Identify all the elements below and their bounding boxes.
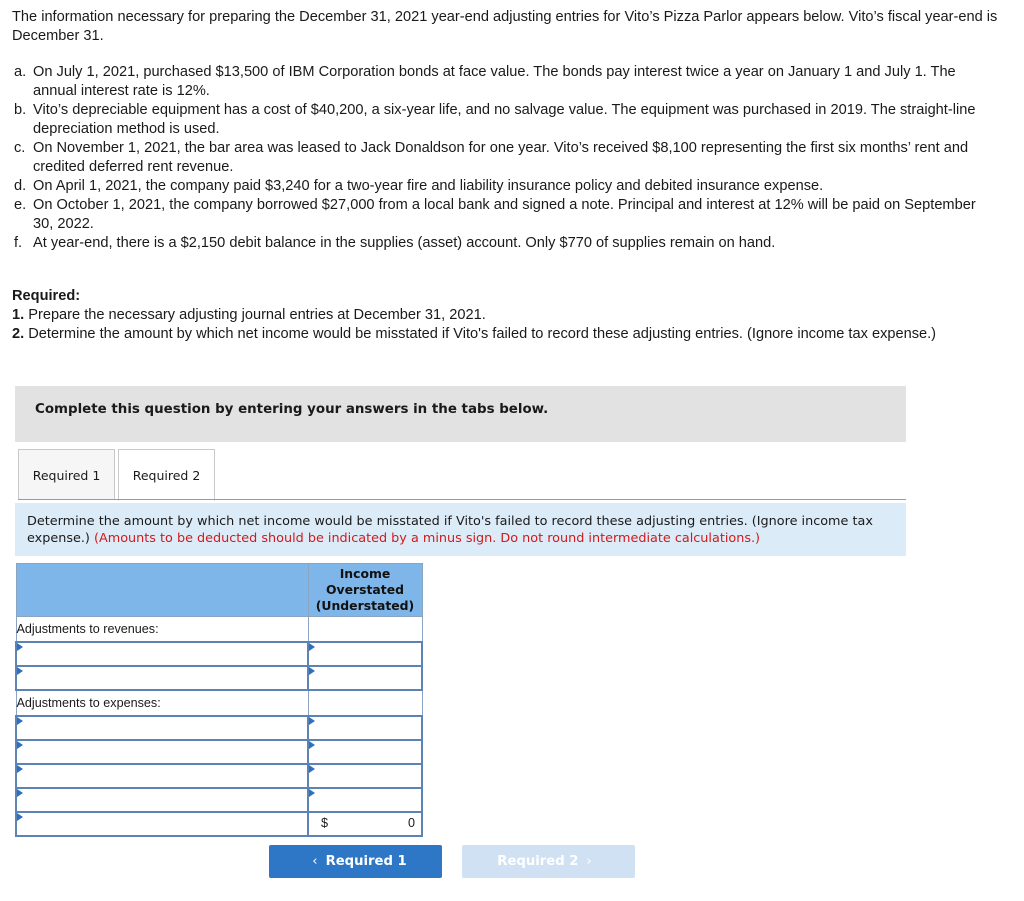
tab-instructions (15, 503, 906, 556)
required-2 (12, 325, 1002, 344)
required-2-text: Determine the amount by which net income would be misstated if Vito's failed to record these adjusting entries. (Ignore income tax expense.) (28, 326, 937, 342)
item-label: b. (14, 102, 27, 118)
dropdown-marker-icon (309, 741, 315, 749)
intro-text: The information necessary for preparing the December 31, 2021 year-end adjusting entries for Vito’s Pizza Parlor appears below. Vito’s fiscal year-end is December 31. (12, 9, 998, 44)
tab-required-1[interactable]: Required 1 (18, 449, 115, 500)
total-value: 0 (407, 816, 415, 830)
required-1-number: 1. (12, 307, 25, 323)
dropdown-marker-icon (309, 667, 315, 675)
dropdown-marker-icon (17, 717, 23, 725)
list-item (14, 234, 999, 253)
total-account-input[interactable] (16, 812, 308, 836)
header-label-cell (16, 564, 308, 617)
dropdown-marker-icon (17, 813, 23, 821)
dropdown-marker-icon (17, 789, 23, 797)
item-label: d. (14, 178, 27, 194)
required-1 (12, 306, 1002, 325)
revenues-label: Adjustments to revenues: (16, 617, 308, 643)
item-label: c. (14, 140, 26, 156)
table-row (16, 740, 422, 764)
revenue-2-amount-input[interactable] (308, 666, 422, 690)
expense-1-account-input[interactable] (16, 716, 308, 740)
revenue-1-amount-input[interactable] (308, 642, 422, 666)
instruction-note: (Amounts to be deducted should be indicated by a minus sign. Do not round intermediate calculations.) (94, 531, 761, 546)
revenues-label-value (308, 617, 422, 643)
item-label: f. (14, 235, 23, 251)
expense-4-account-input[interactable] (16, 788, 308, 812)
total-currency: $ (321, 816, 329, 830)
item-text: On April 1, 2021, the company paid $3,240 for a two-year fire and liability insurance policy and debited insurance expense. (33, 178, 824, 194)
table-header-row (16, 564, 422, 617)
item-label: a. (14, 64, 27, 80)
total-row (16, 812, 422, 836)
list-item (14, 101, 999, 139)
item-text: On November 1, 2021, the bar area was leased to Jack Donaldson for one year. Vito’s received $8,100 representing the first six months’ rent and credited deferred rent revenue. (33, 140, 969, 175)
expense-3-account-input[interactable] (16, 764, 308, 788)
list-item (14, 63, 999, 101)
list-item (14, 139, 999, 177)
table-row (16, 716, 422, 740)
problem-items (14, 63, 999, 253)
table-row (16, 642, 422, 666)
list-item (14, 196, 999, 234)
expense-4-amount-input[interactable] (308, 788, 422, 812)
instruction-text: Determine the amount by which net income would be misstated if Vito's failed to record these adjusting entries. (Ignore income tax expense.) (27, 514, 873, 546)
next-required-2-button[interactable] (462, 845, 635, 878)
required-heading: Required: (12, 288, 81, 304)
prev-button-label: Required 1 (325, 854, 407, 869)
tab-required-2[interactable]: Required 2 (118, 449, 215, 501)
total-amount (308, 812, 422, 836)
list-item (14, 177, 999, 196)
prev-required-1-button[interactable] (269, 845, 442, 878)
item-label: e. (14, 197, 27, 213)
expenses-label-row (16, 690, 422, 716)
table-row (16, 764, 422, 788)
required-section (12, 287, 1002, 344)
expense-3-amount-input[interactable] (308, 764, 422, 788)
revenues-label-row (16, 617, 422, 643)
dropdown-marker-icon (17, 643, 23, 651)
expense-2-amount-input[interactable] (308, 740, 422, 764)
dropdown-marker-icon (309, 717, 315, 725)
table-row (16, 788, 422, 812)
item-text: On July 1, 2021, purchased $13,500 of IBM Corporation bonds at face value. The bonds pay interest twice a year on January 1 and July 1. The annual interest rate is 12%. (33, 64, 956, 99)
dropdown-marker-icon (309, 643, 315, 651)
tab-divider (18, 499, 906, 500)
dropdown-marker-icon (17, 667, 23, 675)
required-2-number: 2. (12, 326, 25, 342)
item-text: On October 1, 2021, the company borrowed $27,000 from a local bank and signed a note. Principal and interest at 12% will be paid on September 30, 2022. (33, 197, 976, 232)
item-text: At year-end, there is a $2,150 debit balance in the supplies (asset) account. Only $770 of supplies remain on hand. (33, 235, 776, 251)
dropdown-marker-icon (17, 765, 23, 773)
chevron-left-icon: ‹ (312, 854, 318, 869)
item-text: Vito’s depreciable equipment has a cost of $40,200, a six-year life, and no salvage value. The equipment was purchased in 2019. The straight-line depreciation method is used. (33, 102, 976, 137)
revenue-2-account-input[interactable] (16, 666, 308, 690)
expense-2-account-input[interactable] (16, 740, 308, 764)
chevron-right-icon: › (586, 854, 592, 869)
table-row (16, 666, 422, 690)
required-1-text: Prepare the necessary adjusting journal entries at December 31, 2021. (28, 307, 486, 323)
expenses-label-value (308, 690, 422, 716)
revenue-1-account-input[interactable] (16, 642, 308, 666)
dropdown-marker-icon (309, 765, 315, 773)
expense-1-amount-input[interactable] (308, 716, 422, 740)
answer-table (15, 563, 423, 837)
dropdown-marker-icon (309, 789, 315, 797)
dropdown-marker-icon (17, 741, 23, 749)
problem-intro (12, 8, 1002, 46)
instructions-banner: Complete this question by entering your answers in the tabs below. (15, 386, 906, 442)
expenses-label: Adjustments to expenses: (16, 690, 308, 716)
next-button-label: Required 2 (497, 854, 579, 869)
column-header-income: Income Overstated (Understated) (308, 564, 422, 617)
